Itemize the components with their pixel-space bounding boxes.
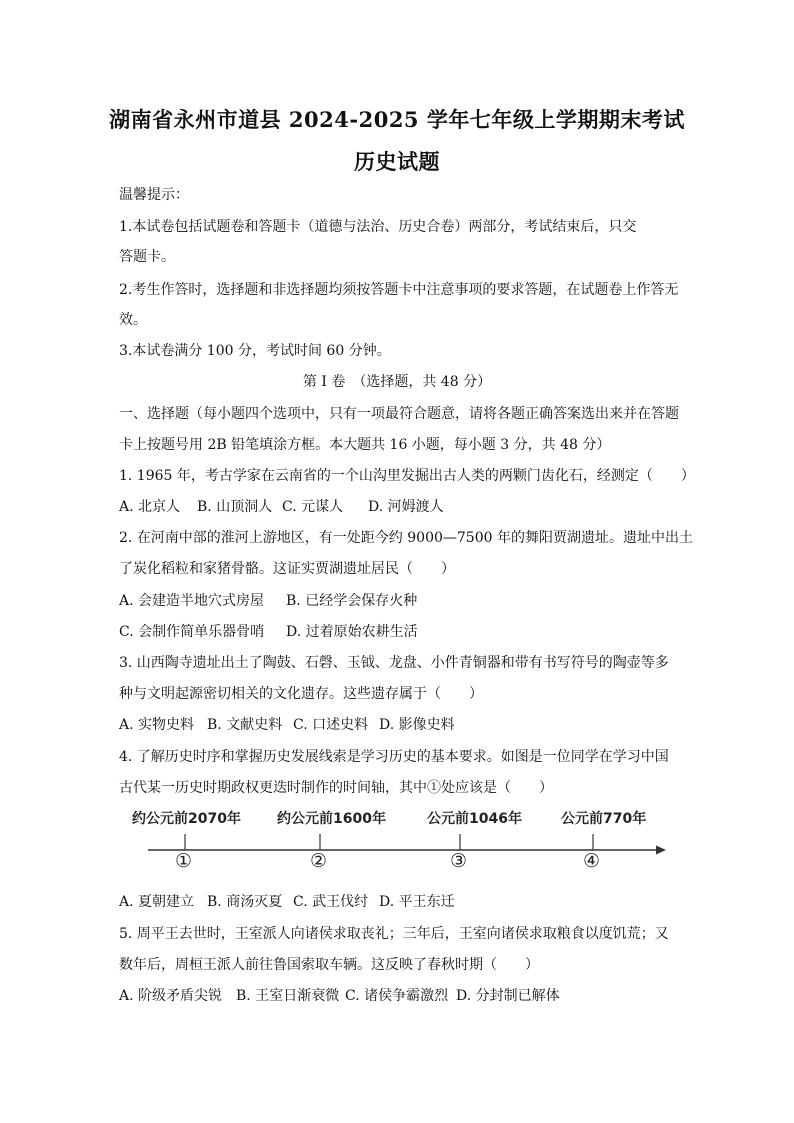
timeline-marker: ③ [450, 850, 468, 872]
question-3-stem: 3. 山西陶寺遗址出土了陶鼓、石磬、玉钺、龙盘、小件青铜器和带有书写符号的陶壶等多 [119, 655, 669, 671]
question-2-options [119, 623, 418, 641]
option-a[interactable]: A. 会建造半地穴式房屋 [119, 593, 265, 609]
question-4-options [119, 893, 455, 911]
option-c[interactable]: C. 口述史料 [293, 717, 369, 733]
option-a[interactable]: A. 夏朝建立 [119, 894, 195, 910]
notes-line: 答题卡。 [119, 249, 175, 265]
option-c[interactable]: C. 武王伐纣 [293, 894, 369, 910]
timeline-marker: ② [310, 850, 328, 872]
option-b[interactable]: B. 山顶洞人 [197, 499, 273, 515]
timeline-marker: ① [175, 850, 193, 872]
timeline-label: 公元前1046年 [427, 811, 522, 827]
option-d[interactable]: D. 影像史料 [379, 717, 455, 733]
question-5-options [119, 987, 560, 1005]
option-a[interactable]: A. 实物史料 [119, 717, 195, 733]
option-d[interactable]: D. 过着原始农耕生活 [286, 624, 418, 640]
notes-line: 3.本试卷满分 100 分，考试时间 60 分钟。 [119, 343, 391, 359]
timeline-label: 约公元前1600年 [277, 811, 386, 827]
question-2-stem: 了炭化稻粒和家猪骨骼。这证实贾湖遗址居民（ ） [119, 561, 455, 577]
section-instruction: 一、选择题（每小题四个选项中，只有一项最符合题意，请将各题正确答案选出来并在答题 [119, 406, 679, 422]
section-instruction: 卡上按题号用 2B 铅笔填涂方框。本大题共 16 小题，每小题 3 分，共 48 分） [119, 437, 611, 453]
question-5-stem: 数年后，周桓王派人前往鲁国索取车辆。这反映了春秋时期（ ） [119, 957, 539, 973]
option-a[interactable]: A. 阶级矛盾尖锐 [119, 988, 223, 1004]
timeline-marker: ④ [583, 850, 601, 872]
question-4-stem: 4. 了解历史时序和掌握历史发展线索是学习历史的基本要求。如图是一位同学在学习中国 [119, 749, 669, 765]
option-c[interactable]: C. 元谋人 [282, 499, 344, 515]
option-d[interactable]: D. 分封制已解体 [456, 988, 560, 1004]
section-heading: 第 I 卷 （选择题，共 48 分） [302, 374, 492, 390]
timeline-arrowhead [656, 846, 666, 855]
notes-line: 2.考生作答时，选择题和非选择题均须按答题卡中注意事项的要求答题，在试题卷上作答无 [119, 282, 679, 298]
question-1-stem: 1. 1965 年，考古学家在云南省的一个山沟里发掘出古人类的两颗门齿化石，经测定（ ） [119, 468, 695, 484]
notes-line: 1.本试卷包括试题卷和答题卡（道德与法治、历史合卷）两部分，考试结束后，只交 [119, 219, 637, 235]
option-b[interactable]: B. 已经学会保存火种 [286, 593, 418, 609]
question-2-options [119, 592, 417, 610]
option-c[interactable]: C. 诸侯争霸激烈 [345, 988, 449, 1004]
exam-subtitle: 历史试题 [354, 149, 440, 174]
option-d[interactable]: D. 河姆渡人 [368, 499, 444, 515]
option-b[interactable]: B. 王室日渐衰微 [236, 988, 340, 1004]
timeline-label: 公元前770年 [561, 811, 647, 827]
question-5-stem: 5. 周平王去世时，王室派人向诸侯求取丧礼；三年后，王室向诸侯求取粮食以度饥荒；又 [119, 926, 669, 942]
exam-title: 湖南省永州市道县 2024-2025 学年七年级上学期期末考试 [109, 107, 685, 132]
option-b[interactable]: B. 商汤灭夏 [207, 894, 283, 910]
question-2-stem: 2. 在河南中部的淮河上游地区，有一处距今约 9000—7500 年的舞阳贾湖遗址。遗址中出土 [119, 530, 693, 546]
option-b[interactable]: B. 文献史料 [207, 717, 283, 733]
notes-line: 效。 [119, 312, 147, 328]
question-1-options [119, 498, 444, 516]
notes-heading: 温馨提示： [119, 187, 189, 203]
option-a[interactable]: A. 北京人 [119, 499, 181, 515]
question-3-stem: 种与文明起源密切相关的文化遗存。这些遗存属于（ ） [119, 686, 483, 702]
option-c[interactable]: C. 会制作简单乐器骨哨 [119, 624, 265, 640]
question-4-stem: 古代某一历史时期政权更迭时制作的时间轴，其中①处应该是（ ） [119, 780, 553, 796]
timeline-label: 约公元前2070年 [132, 811, 241, 827]
dynasty-timeline [130, 808, 690, 888]
option-d[interactable]: D. 平王东迁 [379, 894, 455, 910]
timeline-axis [130, 808, 690, 888]
question-3-options [119, 716, 455, 734]
